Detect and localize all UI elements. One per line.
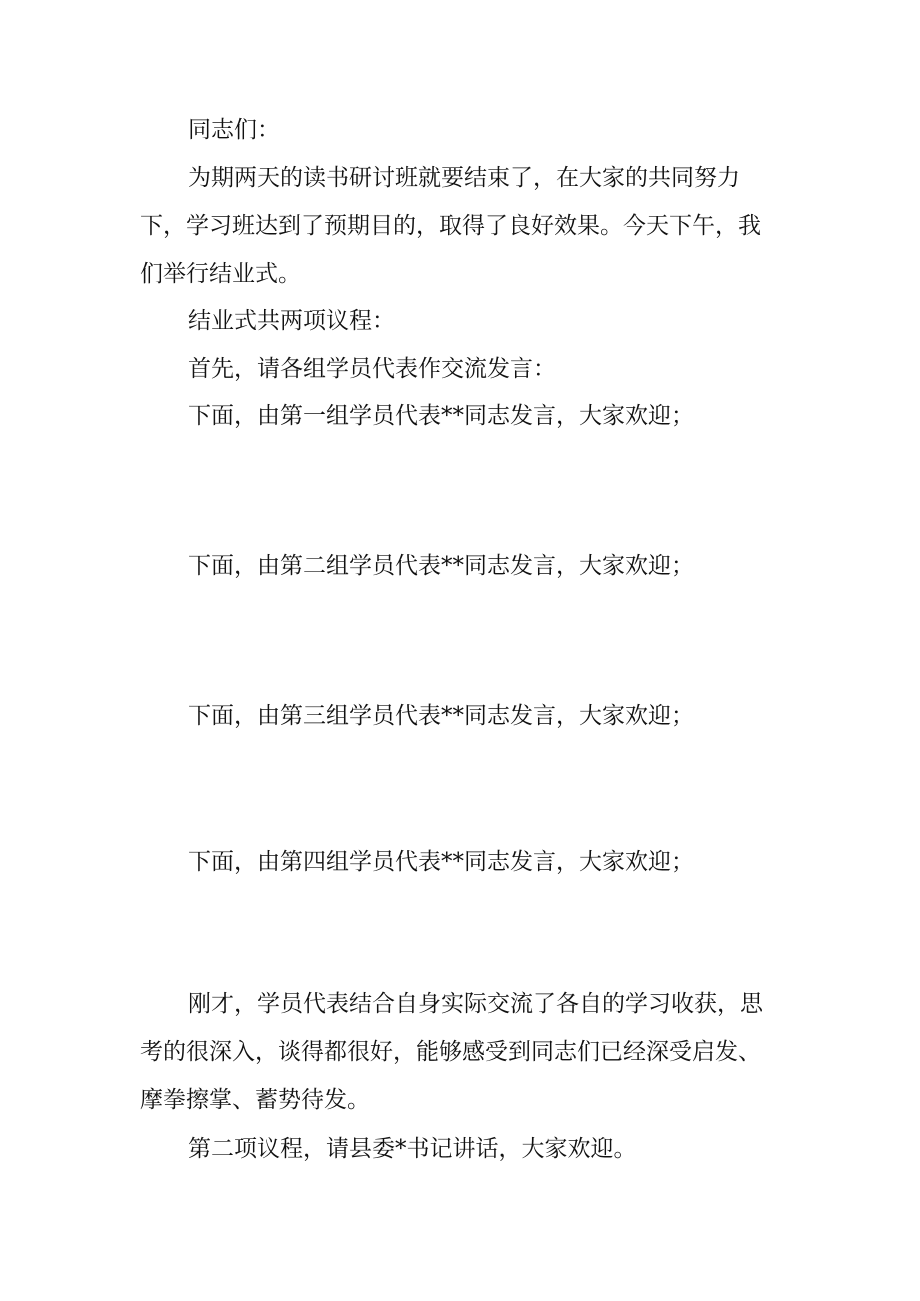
second-agenda-item: 第二项议程，请县委*书记讲话，大家欢迎。	[188, 1136, 637, 1162]
first-agenda-item: 首先，请各组学员代表作交流发言：	[188, 356, 556, 382]
speaker-line-3: 下面，由第三组学员代表**同志发言，大家欢迎；	[188, 703, 694, 729]
summary-line-2: 考的很深入，谈得都很好，能够感受到同志们已经深受启发、	[140, 1039, 761, 1065]
paragraph-1-line-3: 们举行结业式。	[140, 261, 301, 287]
summary-line-1: 刚才，学员代表结合自身实际交流了各自的学习收获，思	[188, 991, 763, 1017]
agenda-intro: 结业式共两项议程：	[188, 308, 395, 334]
speaker-line-1: 下面，由第一组学员代表**同志发言，大家欢迎；	[188, 403, 694, 429]
speaker-line-4: 下面，由第四组学员代表**同志发言，大家欢迎；	[188, 849, 694, 875]
paragraph-1-line-1: 为期两天的读书研讨班就要结束了，在大家的共同努力	[188, 165, 740, 191]
paragraph-1-line-2: 下，学习班达到了预期目的，取得了良好效果。今天下午，我	[140, 213, 761, 239]
speaker-line-2: 下面，由第二组学员代表**同志发言，大家欢迎；	[188, 553, 694, 579]
summary-line-3: 摩拳擦掌、蓄势待发。	[140, 1087, 370, 1113]
salutation: 同志们：	[188, 117, 280, 143]
